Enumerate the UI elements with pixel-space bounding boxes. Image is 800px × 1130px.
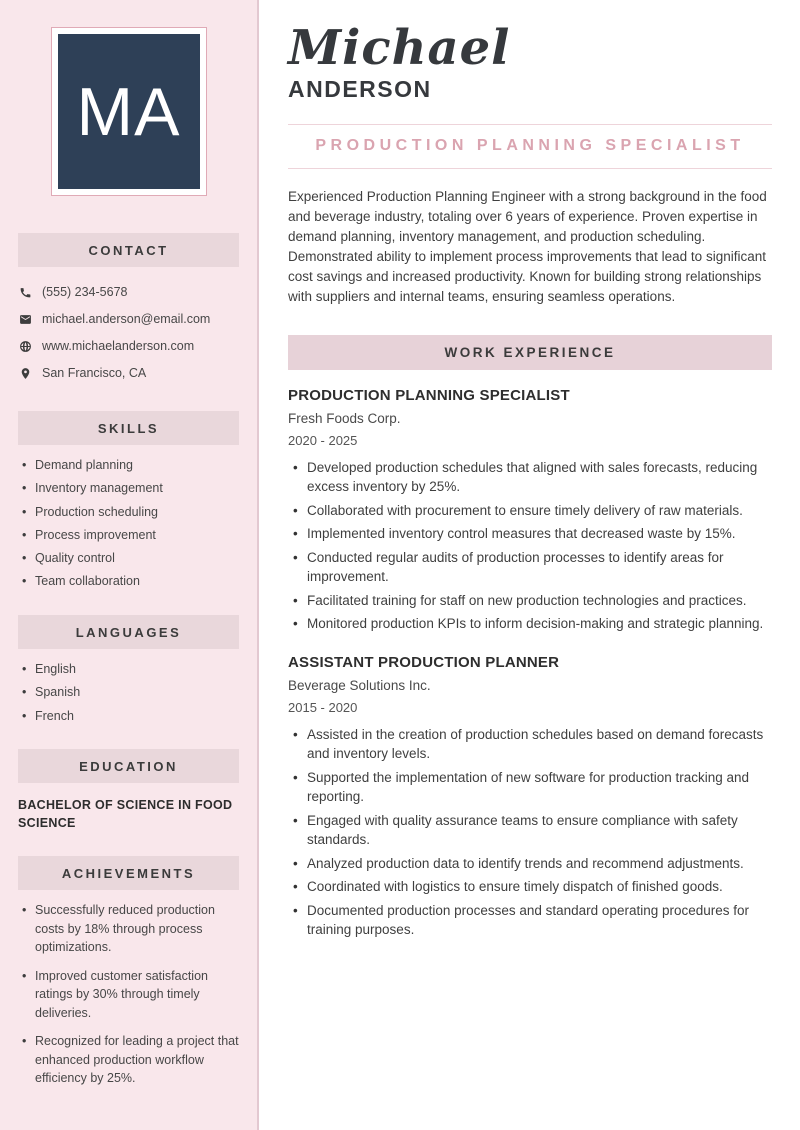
first-name: Michael — [288, 20, 511, 76]
contact-location-text: San Francisco, CA — [42, 365, 147, 380]
achievements-section-heading: ACHIEVEMENTS — [18, 856, 239, 890]
job-entry-title: ASSISTANT PRODUCTION PLANNER — [288, 653, 560, 671]
sidebar — [0, 0, 259, 1130]
skill-item: • Production scheduling — [18, 503, 239, 522]
achievement-item: • Successfully reduced production costs by 18% through process optimizations. — [18, 901, 239, 957]
job-bullet: • Supported the implementation of new software for production tracking and reporting. — [288, 768, 772, 807]
job-entry-company: Beverage Solutions Inc. — [288, 677, 431, 693]
job-bullet: • Developed production schedules that aligned with sales forecasts, reducing excess inventory by 25%. — [288, 458, 772, 497]
language-item: • Spanish — [18, 683, 239, 702]
monogram-frame — [51, 27, 207, 196]
job-bullet-list — [288, 725, 772, 940]
job-bullet: • Analyzed production data to identify trends and recommend adjustments. — [288, 854, 772, 874]
skill-item: • Process improvement — [18, 526, 239, 545]
achievement-item: • Recognized for leading a project that enhanced production workflow efficiency by 25%. — [18, 1032, 239, 1088]
job-title-text: PRODUCTION PLANNING SPECIALIST — [315, 136, 745, 154]
education-section-heading: EDUCATION — [18, 749, 239, 783]
main-column — [259, 0, 800, 1130]
job-entry — [288, 654, 772, 940]
job-bullet-list — [288, 458, 772, 634]
contact-section-heading: CONTACT — [18, 233, 239, 267]
skill-item: • Inventory management — [18, 479, 239, 498]
phone-icon — [18, 286, 32, 300]
contact-phone-text: (555) 234-5678 — [42, 284, 128, 299]
job-bullet: • Implemented inventory control measures that decreased waste by 15%. — [288, 524, 772, 544]
skill-item: • Quality control — [18, 549, 239, 568]
globe-icon — [18, 340, 32, 354]
job-bullet: • Facilitated training for staff on new production technologies and practices. — [288, 591, 772, 611]
job-entry-dates: 2015 - 2020 — [288, 699, 358, 715]
job-bullet: • Collaborated with procurement to ensure timely delivery of raw materials. — [288, 501, 772, 521]
job-bullet: • Conducted regular audits of production processes to identify areas for improvement. — [288, 548, 772, 587]
skill-item: • Demand planning — [18, 456, 239, 475]
achievements-list — [18, 901, 239, 1088]
location-icon — [18, 367, 32, 381]
education-degree: BACHELOR OF SCIENCE IN FOOD SCIENCE — [18, 798, 233, 830]
job-bullet: • Documented production processes and standard operating procedures for training purposes. — [288, 901, 772, 940]
job-title-banner — [288, 124, 772, 169]
job-bullet: • Engaged with quality assurance teams to ensure compliance with safety standards. — [288, 811, 772, 850]
contact-item-email — [18, 306, 239, 333]
contact-item-phone — [18, 279, 239, 306]
contact-item-website — [18, 333, 239, 360]
achievement-item: • Improved customer satisfaction ratings by 30% through timely deliveries. — [18, 967, 239, 1023]
skills-list — [18, 456, 239, 591]
languages-section-heading: LANGUAGES — [18, 615, 239, 649]
job-entry-company: Fresh Foods Corp. — [288, 410, 401, 426]
job-entry-dates: 2020 - 2025 — [288, 432, 358, 448]
languages-list — [18, 660, 239, 725]
job-bullet: • Assisted in the creation of production schedules based on demand forecasts and inventory levels. — [288, 725, 772, 764]
job-entry-title: PRODUCTION PLANNING SPECIALIST — [288, 386, 570, 404]
language-item: • English — [18, 660, 239, 679]
email-icon — [18, 313, 32, 327]
contact-item-location — [18, 360, 239, 387]
profile-summary: Experienced Production Planning Engineer with a strong background in the food and beverage industry, totaling over 6 years of experience. Proven expertise in demand planning, inventory management, and production scheduling. Demonstrated ability to implement process improvements that lead to significant cost savings and increased productivity. Known for building strong relationships with suppliers and internal teams, ensuring seamless operations. — [288, 188, 767, 304]
work-experience-heading: WORK EXPERIENCE — [288, 335, 772, 370]
skills-section-heading: SKILLS — [18, 411, 239, 445]
contact-website-text: www.michaelanderson.com — [42, 338, 195, 353]
language-item: • French — [18, 707, 239, 726]
job-bullet: • Monitored production KPIs to inform decision-making and strategic planning. — [288, 614, 772, 634]
job-entry — [288, 387, 772, 634]
monogram-initials: MA — [58, 34, 200, 189]
contact-list — [18, 279, 239, 387]
skill-item: • Team collaboration — [18, 572, 239, 591]
last-name: ANDERSON — [288, 75, 432, 102]
contact-email-text: michael.anderson@email.com — [42, 311, 211, 326]
job-bullet: • Coordinated with logistics to ensure timely dispatch of finished goods. — [288, 877, 772, 897]
